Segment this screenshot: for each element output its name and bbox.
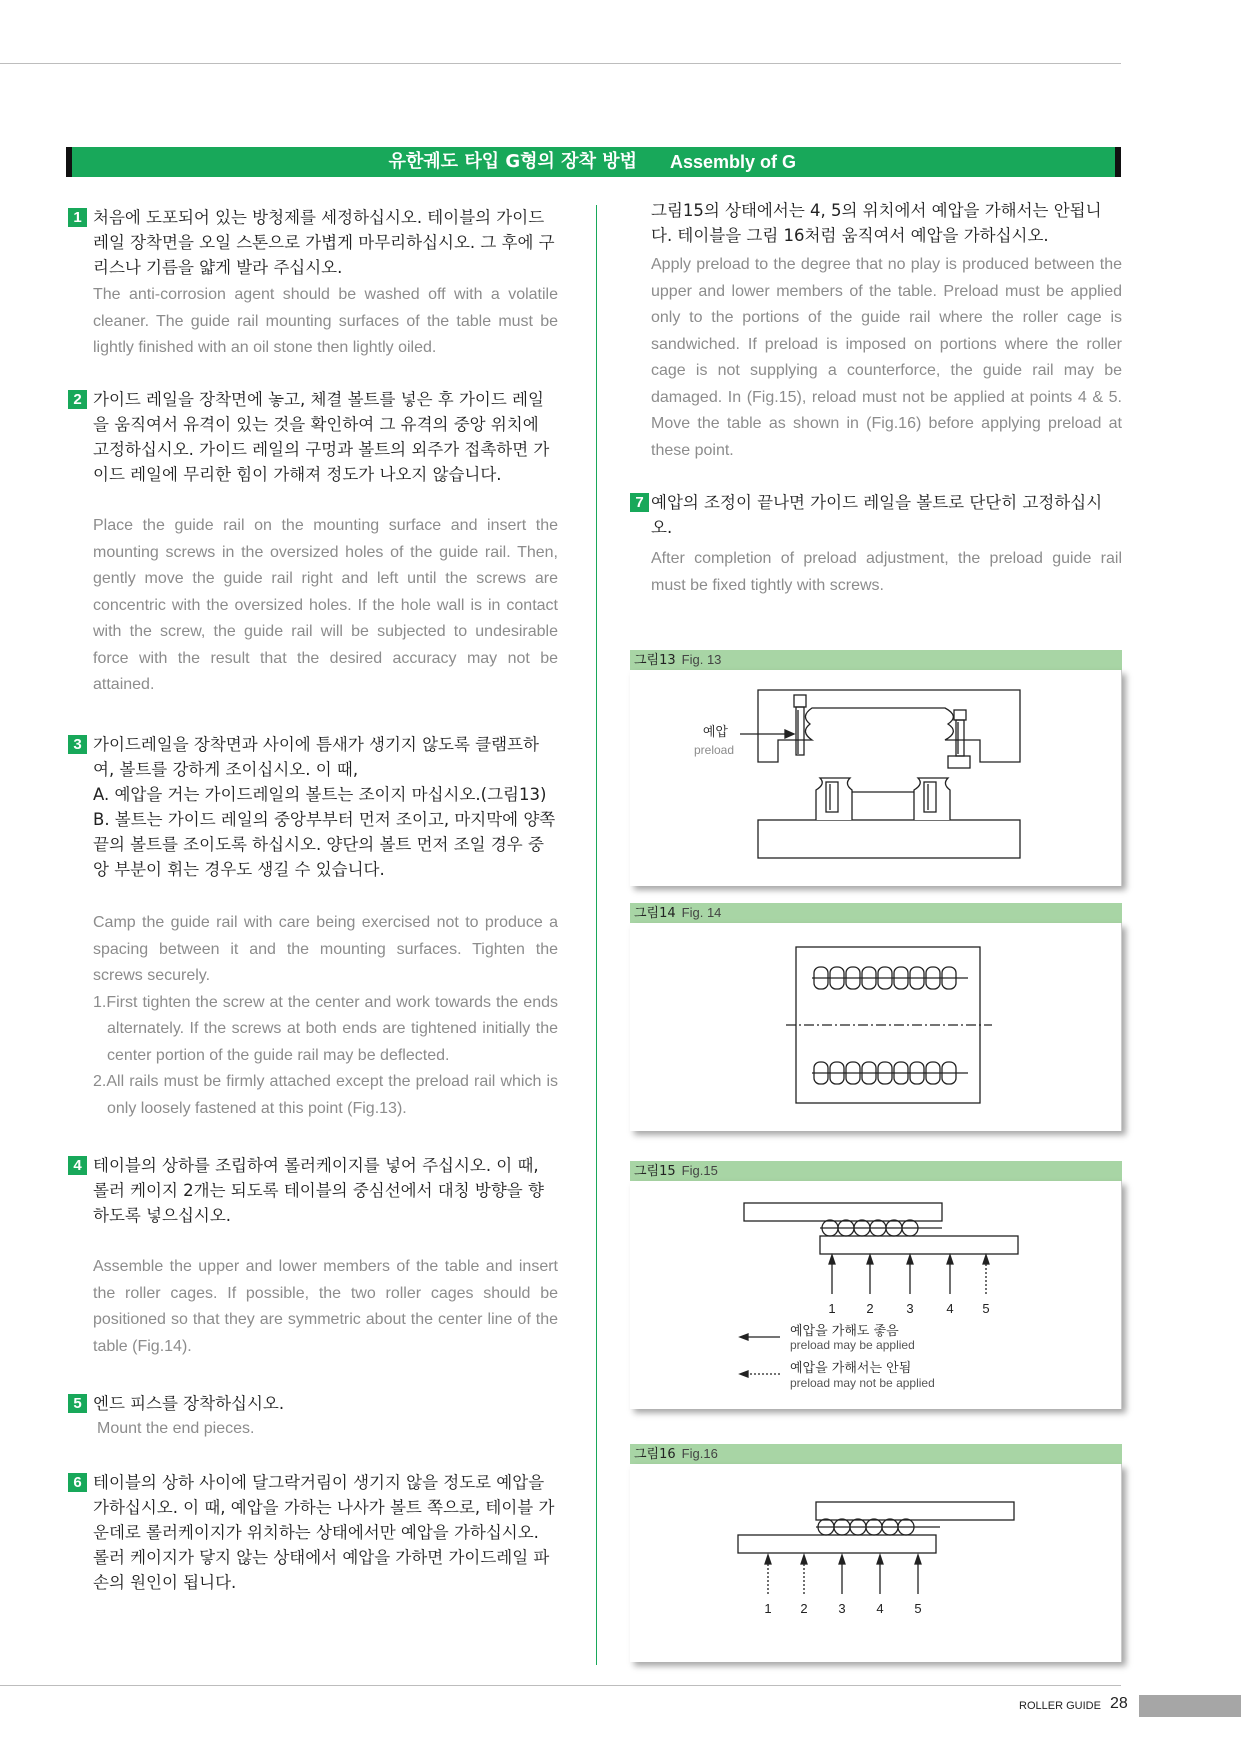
step-7 [630, 490, 1122, 599]
step-5 [68, 1391, 558, 1443]
step-1-en: The anti-corrosion agent should be washed off with a volatile cleaner. The guide rail mounting surfaces of the table must be lightly finished with an oil stone then lightly oiled. [93, 286, 558, 356]
step-1-number: 1 [68, 208, 87, 227]
step-7-ko-text: 예압의 조정이 끝나면 가이드 레일을 볼트로 단단히 고정하십시오. [651, 493, 1103, 537]
figure-16-body [630, 1464, 1122, 1662]
step-1-ko-text: 처음에 도포되어 있는 방청제를 세정하십시오. 테이블의 가이드 레일 장착면을 오일 스톤으로 가볍게 마무리하십시오. 그 후에 구리스나 기름을 얇게 발라 주십시오. [93, 208, 555, 277]
step-3-ko-line-2: A. 예압을 거는 가이드레일의 볼트는 조이지 마십시오.(그림13) [93, 785, 547, 804]
figure-16-point-3: 3 [838, 1601, 846, 1616]
step-3-en-item-2: 2.All rails must be firmly attached except the preload rail which is only loosely fastened at this point (Fig.13). [93, 1073, 558, 1117]
step-3 [68, 732, 558, 1122]
section-title-en: Assembly of G [670, 152, 797, 172]
figure-15-point-5: 5 [982, 1301, 990, 1316]
figure-16-point-5: 5 [914, 1601, 922, 1616]
figure-15-legend-no-ko: 예압을 가해서는 안됨 [790, 1361, 912, 1376]
figure-15-header [630, 1161, 1122, 1181]
figure-13 [630, 650, 1122, 886]
figure-16-label-en: Fig.16 [681, 1446, 718, 1461]
step-6-continued [651, 198, 1122, 464]
figure-15-label-ko: 그림15 [634, 1164, 676, 1179]
step-3-en-item-1: 1.First tighten the screw at the center and work towards the ends alternately. If the screws at both ends are tightened initially the center portion of the guide rail may be deflected. [93, 993, 558, 1064]
step-4-ko [68, 1153, 558, 1228]
figure-16-label-ko: 그림16 [634, 1447, 676, 1462]
step-3-number: 3 [68, 735, 87, 754]
column-divider [596, 205, 597, 1665]
step-5-number: 5 [68, 1394, 87, 1413]
step-6-cont-en: Apply preload to the degree that no play is produced between the upper and lower members of the table. Preload must be applied only to the portions of the guide rail where the roller cage is sandwiched. If preload is imposed on portions where the roller cage is not supplying a counterforce, the guide rail may be damaged. In (Fig.15), reload must not be applied at points 4 & 5. Move the table as shown in (Fig.16) before applying preload at these point. [651, 256, 1122, 459]
page-number: 28 [1110, 1695, 1128, 1712]
step-1-ko [68, 205, 558, 280]
figure-16-point-1: 1 [764, 1601, 772, 1616]
step-6-number: 6 [68, 1473, 87, 1492]
figure-14-body [630, 923, 1122, 1131]
step-3-ko [68, 732, 558, 882]
step-2 [68, 387, 558, 699]
figure-15-label-en: Fig.15 [681, 1163, 718, 1178]
footer-label: ROLLER GUIDE [1019, 1700, 1101, 1712]
figure-15-point-1: 1 [828, 1301, 836, 1316]
step-5-ko [68, 1391, 558, 1416]
figure-15 [630, 1161, 1122, 1409]
step-4-en: Assemble the upper and lower members of the table and insert the roller cages. If possible, the two roller cages should be positioned so that they are symmetric about the center line of the table (Fig.14). [93, 1258, 558, 1355]
step-2-ko-text: 가이드 레일을 장착면에 놓고, 체결 볼트를 넣은 후 가이드 레일을 움직여서 유격이 있는 것을 확인하여 그 유격의 중앙 위치에 고정하십시오. 가이드 레일의 구멍과 볼트의 외주가 접촉하면 가이드 레일에 무리한 힘이 가해져 정도가 나오지 않습니다. [93, 390, 550, 484]
step-7-en: After completion of preload adjustment, the preload guide rail must be fixed tightly with screws. [651, 550, 1122, 594]
figure-15-point-4: 4 [946, 1301, 954, 1316]
figure-16-point-4: 4 [876, 1601, 884, 1616]
step-3-ko-line-1: 가이드레일을 장착면과 사이에 틈새가 생기지 않도록 클램프하여, 볼트를 강하게 조이십시오. 이 때, [93, 735, 539, 779]
step-4-ko-text: 테이블의 상하를 조립하여 롤러케이지를 넣어 주십시오. 이 때, 롤러 케이지 2개는 되도록 테이블의 중심선에서 대칭 방향을 향하도록 넣으십시오. [93, 1156, 544, 1225]
top-rule [0, 63, 1121, 64]
figure-14-header [630, 903, 1122, 923]
figure-14-label-en: Fig. 14 [681, 905, 722, 920]
bottom-rule [0, 1685, 1121, 1686]
figure-14-label-ko: 그림14 [634, 906, 676, 921]
step-6-cont-ko: 그림15의 상태에서는 4, 5의 위치에서 예압을 가해서는 안됩니다. 테이블을 그림 16처럼 움직여서 예압을 가하십시오. [651, 201, 1102, 245]
step-3-en [68, 910, 558, 1122]
figure-15-point-2: 2 [866, 1301, 874, 1316]
figure-15-drawing [630, 1181, 1122, 1409]
step-4-number: 4 [68, 1156, 87, 1175]
step-2-en: Place the guide rail on the mounting surface and insert the mounting screws in the oversized holes of the guide rail. Then, gently move the guide rail right and left until the screws are concentric with the oversized holes. If the hole wall is in contact with the screw, the guide rail will be subjected to undesirable force with the result that the desired accuracy may not be attained. [93, 517, 558, 693]
step-4 [68, 1153, 558, 1360]
figure-13-header [630, 650, 1122, 670]
step-1 [68, 205, 558, 362]
figure-13-label-ko: 그림13 [634, 653, 676, 668]
figure-16-point-2: 2 [800, 1601, 808, 1616]
figure-13-callout-en: preload [693, 743, 734, 757]
figure-14 [630, 903, 1122, 1131]
step-7-number: 7 [630, 493, 649, 512]
section-title-ko: 유한궤도 타입 G형의 장착 방법 [388, 151, 637, 172]
figure-15-point-3: 3 [906, 1301, 914, 1316]
figure-16 [630, 1444, 1122, 1662]
step-6-ko [68, 1470, 558, 1595]
figure-15-body [630, 1181, 1122, 1409]
step-6-ko-text: 테이블의 상하 사이에 달그락거림이 생기지 않을 정도로 예압을 가하십시오. 이 때, 예압을 가하는 나사가 볼트 쪽으로, 테이블 가운데로 롤러케이지가 위치하는 상태에서만 예압을 가하십시오. 롤러 케이지가 닿지 않는 상태에서 예압을 가하면 가이드레일 파손의 원인이 됩니다. [93, 1473, 555, 1592]
step-5-ko-text: 엔드 피스를 장착하십시오. [93, 1394, 285, 1413]
footer-bar [1139, 1695, 1241, 1717]
section-title-bar [66, 147, 1121, 177]
step-3-en-intro: Camp the guide rail with care being exercised not to produce a spacing between it and the mounting surfaces. Tighten the screws securely. [93, 914, 558, 984]
step-7-ko [630, 490, 1122, 540]
figure-15-legend-no-en: preload may not be applied [790, 1376, 935, 1390]
figure-13-callout-ko: 예압 [702, 725, 728, 740]
figure-16-header [630, 1444, 1122, 1464]
figure-13-label-en: Fig. 13 [681, 652, 722, 667]
figure-14-drawing [630, 923, 1122, 1131]
step-5-en: Mount the end pieces. [97, 1420, 255, 1437]
step-2-ko [68, 387, 558, 487]
figure-13-drawing [630, 670, 1122, 886]
figure-16-drawing [630, 1464, 1122, 1662]
figure-15-legend-ok-en: preload may be applied [790, 1338, 915, 1352]
step-6 [68, 1470, 558, 1595]
figure-15-legend-ok-ko: 예압을 가해도 좋음 [790, 1324, 899, 1339]
figure-13-body [630, 670, 1122, 886]
step-2-number: 2 [68, 390, 87, 409]
step-3-ko-line-3: B. 볼트는 가이드 레일의 중앙부부터 먼저 조이고, 마지막에 양쪽 끝의 볼트를 조이도록 하십시오. 양단의 볼트 먼저 조일 경우 중앙 부분이 휘는 경우도 생길 수 있습니다. [93, 810, 556, 879]
